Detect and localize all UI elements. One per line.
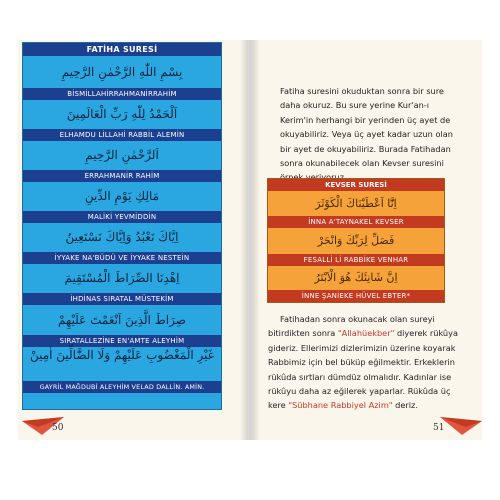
page-number-right: 51: [433, 423, 445, 433]
ruku-paragraph: [268, 312, 468, 413]
arabic-verse: فَصَلِّ لِرَبِّكَ وَانْحَرْ: [317, 234, 395, 247]
transliteration: İNNA A'TAYNAKEL KEVSER: [268, 216, 444, 228]
fatiha-row: [23, 305, 221, 347]
arabic-verse: اَلرَّحْمٰنِ الرَّحِيمِ: [85, 148, 159, 162]
arabic-verse: مَالِكِ يَوْمِ الدِّينِ: [84, 189, 160, 203]
transliteration: GAYRİL MAĞDUBİ ALEYHİM VELAD DALLİN. AMİN.: [23, 381, 221, 393]
arabic-verse: اِنَّ شَانِئَكَ هُوَ الْاَبْتَرُ: [314, 271, 398, 284]
kevser-table: [267, 178, 445, 303]
intro-paragraph: Fatiha suresini okuduktan sonra bir sure daha okuruz. Bu sure yerine Kur'an-ı Kerim'in herhangi bir yerinden üç ayet de okuyabiliriz. Veya üç ayet kadar uzun olan bir ayet de okuyabiliriz. Burada Fatihadan sonra okunabilecek olan Kevser suresini: [280, 86, 453, 169]
transliteration: İNNE ŞANİEKE HÜVEL EBTER*: [268, 290, 444, 302]
transliteration: MALİKİ YEVMİDDİN: [23, 211, 221, 223]
transliteration: FESALLİ Lİ RABBİKE VENHAR: [268, 254, 444, 266]
transliteration: İYYAKE NA'BÜDÜ VE İYYAKE NESTEİN: [23, 252, 221, 264]
arabic-verse: بِسْمِ اللّٰهِ الرَّحْمٰنِ الرَّحِيمِ: [61, 65, 183, 79]
highlight-subhane: "Sübhane Rabbiyel Azim": [288, 400, 393, 411]
book-gutter: [240, 40, 260, 440]
transliteration: SIRATALLEZİNE EN'AMTE ALEYHİM: [23, 335, 221, 347]
transliteration: BİSMİLLAHİRRAHMANİRRAHİM: [23, 88, 221, 100]
fatiha-row: [23, 347, 221, 393]
fatiha-table: [22, 42, 222, 410]
page-number-left: 50: [52, 423, 64, 433]
fatiha-row: [23, 56, 221, 100]
paper-plane-icon: [438, 415, 484, 437]
fatiha-title: FATİHA SURESİ: [23, 43, 221, 56]
kevser-row: [268, 266, 444, 302]
fatiha-row: [23, 182, 221, 223]
arabic-verse: غَيْرِ الْمَغْضُوبِ عَلَيْهِمْ وَلَا الضَّٓالِّينَ اٰمِينْ: [29, 348, 215, 362]
arabic-verse: اَلْحَمْدُ لِلّٰهِ رَبِّ الْعَالَمِينَ: [66, 107, 178, 121]
fatiha-row: [23, 264, 221, 305]
transliteration: ERRAHMANİR RAHİM: [23, 170, 221, 182]
arabic-verse: صِرَاطَ الَّذِينَ اَنْعَمْتَ عَلَيْهِمْ: [58, 313, 186, 327]
kevser-title: KEVSER SURESİ: [268, 179, 444, 191]
ruku-text: diyerek rükûya gideriz. Ellerimizi dizlerimizin üzerine koyarak Rabbimiz için bel büküp eğilmektir. Erkeklerin rükûda sırtları dümdüz olmalıdır. Kadınlar ise rükûyu daha az eğilerek yaparlar. Rükûda üç kere: [268, 328, 458, 411]
fatiha-row: [23, 223, 221, 264]
ruku-text: Fatihadan sonra okunacak olan sureyi bitirdikten sonra: [268, 314, 435, 339]
kevser-row: [268, 228, 444, 266]
arabic-verse: اِنَّٓا اَعْطَيْنَاكَ الْكَوْثَرَ: [315, 197, 397, 210]
highlight-allahuekber: "Allahüekber": [337, 328, 395, 339]
fatiha-row: [23, 141, 221, 182]
arabic-verse: اِيَّاكَ نَعْبُدُ وَاِيَّاكَ نَسْتَعِينُ: [65, 230, 179, 244]
ruku-text: deriz.: [392, 400, 418, 411]
arabic-verse: اِهْدِنَا الصِّرَاطَ الْمُسْتَقِيمَ: [64, 271, 180, 285]
kevser-row: [268, 191, 444, 228]
fatiha-row: [23, 100, 221, 141]
transliteration: İHDİNAS SIRATAL MÜSTEKİM: [23, 293, 221, 305]
transliteration: ELHAMDU LİLLAHİ RABBİL ALEMİN: [23, 129, 221, 141]
